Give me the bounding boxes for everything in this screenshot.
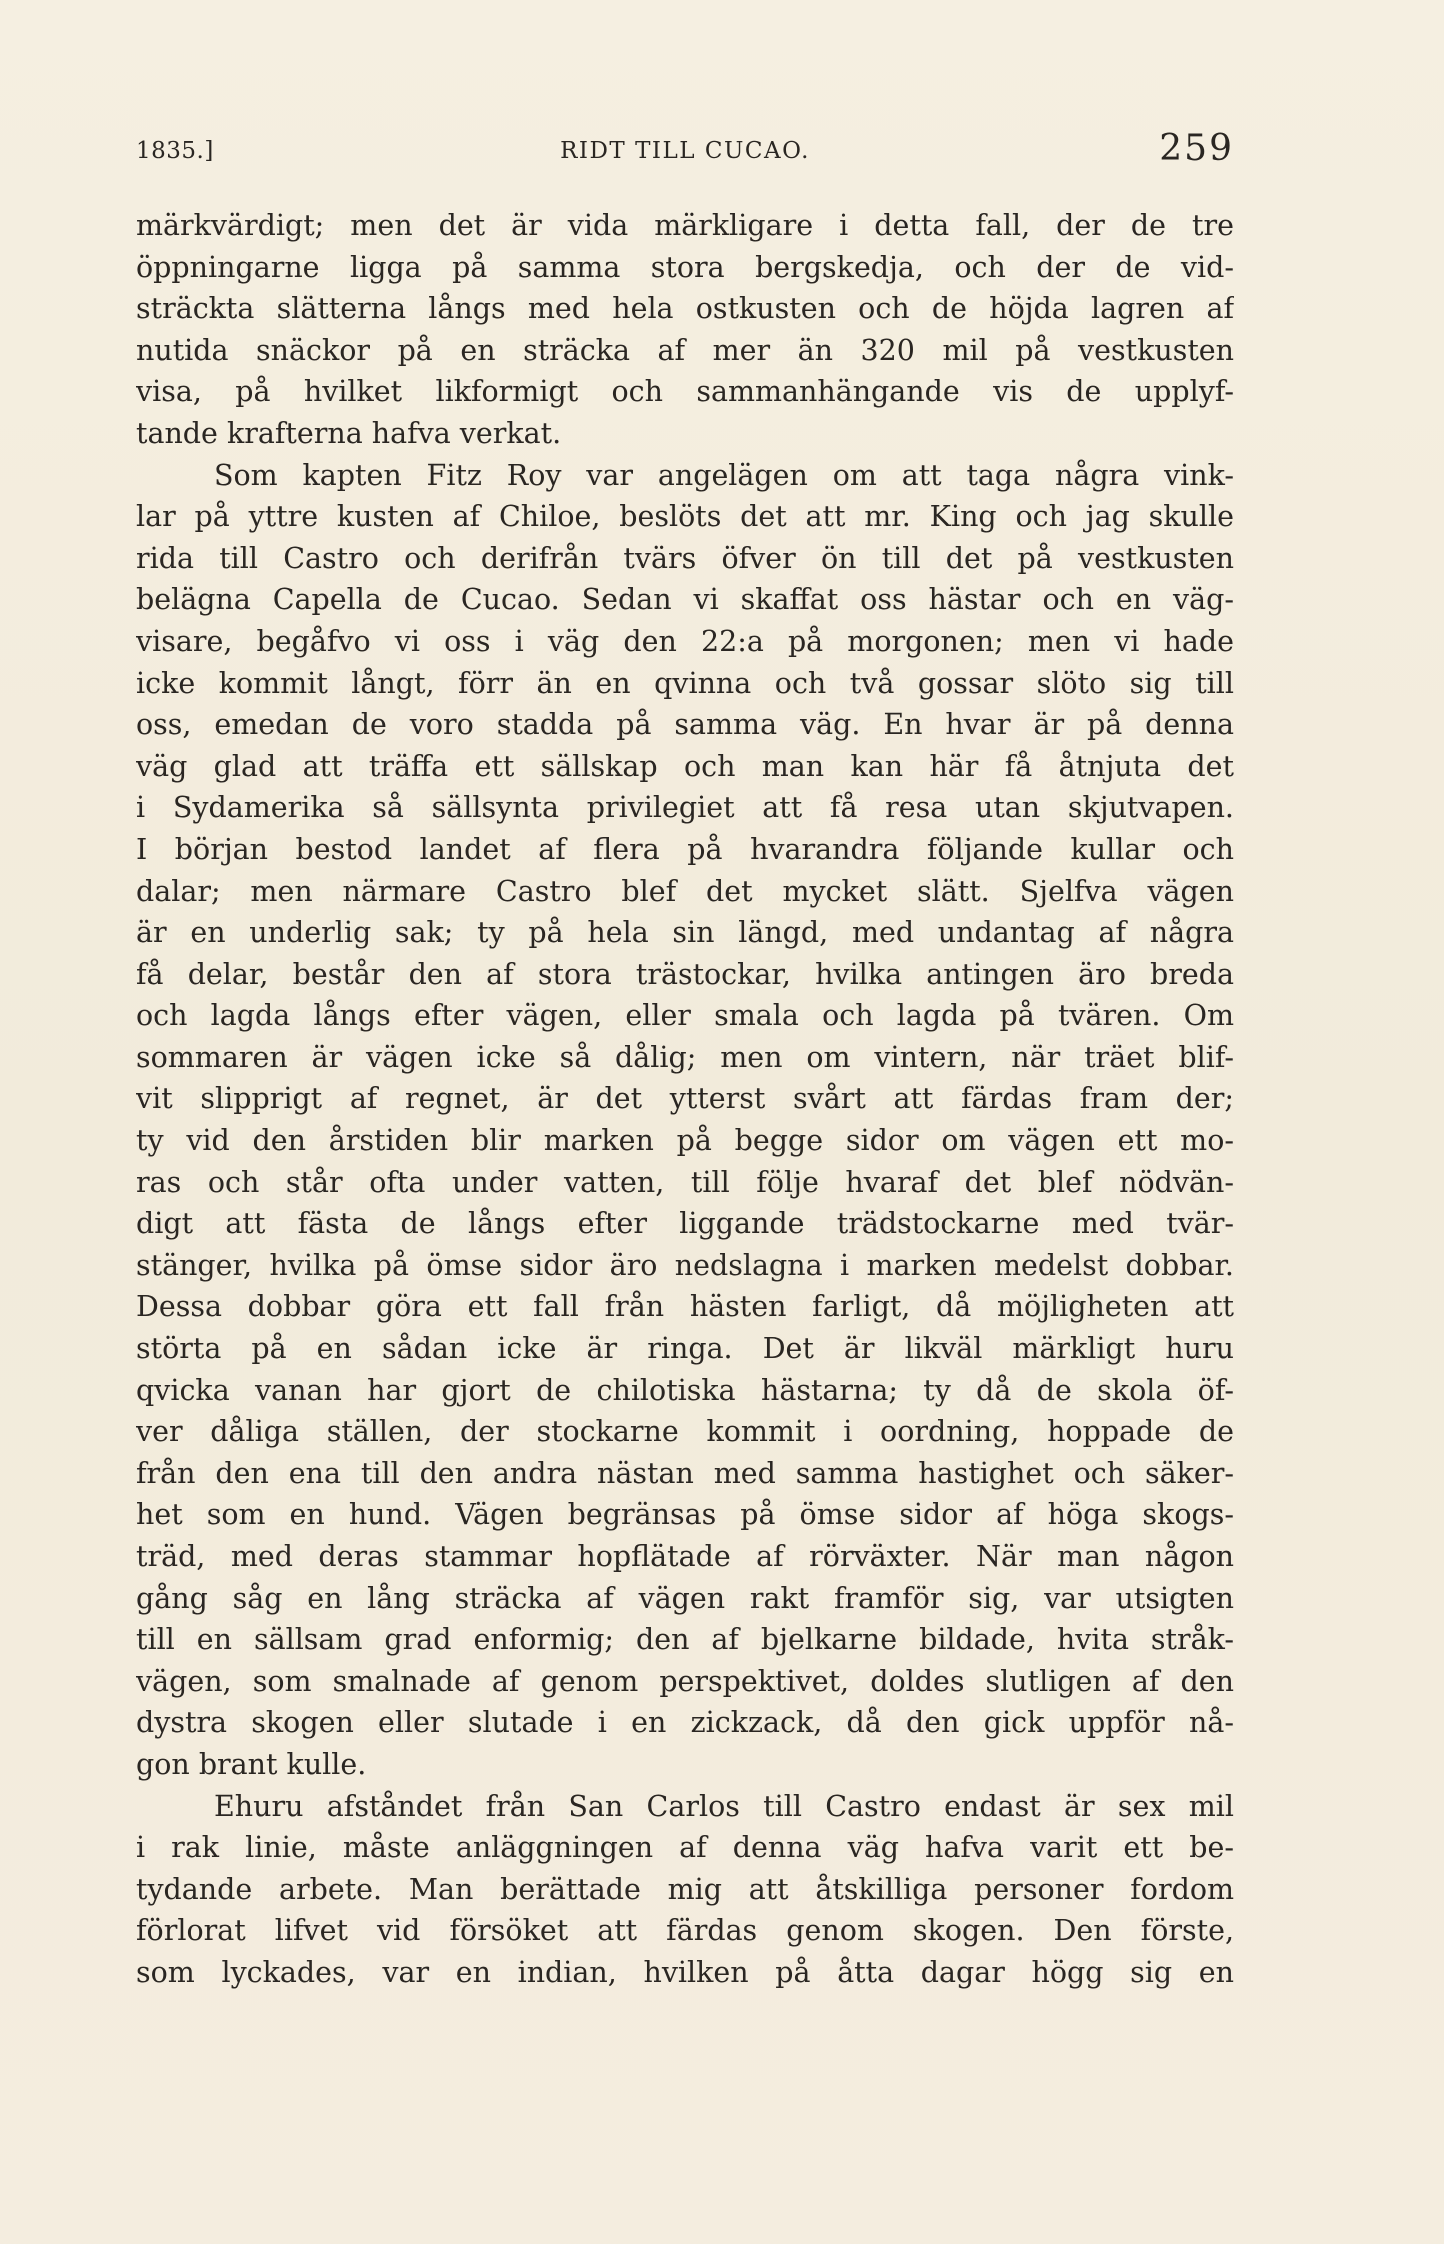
- text-line: ver dåliga ställen, der stockarne kommit i oordning, hoppade de: [136, 1415, 1234, 1449]
- text-line: störta på en sådan icke är ringa. Det är likväl märkligt huru: [136, 1332, 1234, 1366]
- text-line: gång såg en lång sträcka af vägen rakt framför sig, var utsigten: [136, 1581, 1234, 1615]
- text-line: sträckta slätterna långs med hela ostkusten och de höjda lagren af: [136, 292, 1234, 326]
- text-line: tande krafterna hafva verkat.: [136, 416, 562, 450]
- text-line: i rak linie, måste anläggningen af denna väg hafva varit ett be-: [136, 1831, 1234, 1865]
- text-line: märkvärdigt; men det är vida märkligare i detta fall, der de tre: [136, 209, 1234, 242]
- text-line: lar på yttre kusten af Chiloe, beslöts det att mr. King och jag skulle: [136, 500, 1234, 534]
- text-line: ty vid den årstiden blir marken på begge sidor om vägen ett mo-: [136, 1124, 1234, 1158]
- text-line: nutida snäckor på en sträcka af mer än 320 mil på vestkusten: [136, 333, 1234, 367]
- text-line: till en sällsam grad enformig; den af bjelkarne bildade, hvita stråk-: [136, 1623, 1234, 1657]
- text-line: ras och står ofta under vatten, till följe hvaraf det blef nödvän-: [136, 1165, 1234, 1199]
- text-line: oss, emedan de voro stadda på samma väg. En hvar är på denna: [136, 708, 1234, 742]
- text-line: träd, med deras stammar hopflätade af rörväxter. När man någon: [136, 1540, 1234, 1573]
- text-line: Som kapten Fitz Roy var angelägen om att taga några vink-: [214, 458, 1234, 492]
- running-header: [136, 128, 1234, 176]
- text-line: från den ena till den andra nästan med samma hastighet och säker-: [136, 1456, 1234, 1490]
- text-line: sommaren är vägen icke så dålig; men om vintern, när träet blif-: [136, 1040, 1234, 1074]
- text-line: väg glad att träffa ett sällskap och man kan här få åtnjuta det: [136, 749, 1234, 783]
- body-text: [136, 205, 1234, 1994]
- text-line: gon brant kulle.: [136, 1747, 367, 1781]
- header-year: 1835.]: [136, 138, 214, 164]
- text-line: I början bestod landet af flera på hvarandra följande kullar och: [136, 832, 1234, 866]
- text-line: rida till Castro och derifrån tvärs öfver ön till det på vestkusten: [136, 541, 1234, 575]
- text-line: visare, begåfvo vi oss i väg den 22:a på morgonen; men vi hade: [136, 624, 1234, 658]
- text-line: i Sydamerika så sällsynta privilegiet att få resa utan skjutvapen.: [136, 791, 1234, 825]
- text-line: vit slipprigt af regnet, är det ytterst svårt att färdas fram der;: [136, 1082, 1234, 1116]
- text-line: som lyckades, var en indian, hvilken på åtta dagar högg sig en: [136, 1955, 1234, 1989]
- text-line: Ehuru afståndet från San Carlos till Castro endast är sex mil: [214, 1789, 1234, 1823]
- header-title: RIDT TILL CUCAO.: [560, 138, 810, 164]
- text-line: få delar, består den af stora trästockar, hvilka antingen äro breda: [136, 957, 1234, 991]
- text-line: öppningarne ligga på samma stora bergskedja, och der de vid-: [136, 250, 1234, 284]
- text-line: Dessa dobbar göra ett fall från hästen farligt, då möjligheten att: [136, 1290, 1234, 1324]
- text-line: visa, på hvilket likformigt och sammanhängande vis de upplyf-: [136, 375, 1234, 409]
- text-line: het som en hund. Vägen begränsas på ömse sidor af höga skogs-: [136, 1498, 1234, 1532]
- text-line: dystra skogen eller slutade i en zickzack, då den gick uppför nå-: [136, 1706, 1234, 1740]
- text-line: qvicka vanan har gjort de chilotiska hästarna; ty då de skola öf-: [136, 1373, 1234, 1407]
- text-line: dalar; men närmare Castro blef det mycket slätt. Sjelfva vägen: [136, 874, 1234, 908]
- text-line: stänger, hvilka på ömse sidor äro nedslagna i marken medelst dobbar.: [136, 1248, 1234, 1282]
- text-line: digt att fästa de långs efter liggande trädstockarne med tvär-: [136, 1207, 1234, 1241]
- text-line: är en underlig sak; ty på hela sin längd, med undantag af några: [136, 916, 1234, 950]
- text-line: och lagda långs efter vägen, eller smala och lagda på tvären. Om: [136, 999, 1234, 1033]
- page-number: 259: [1159, 128, 1234, 169]
- text-line: förlorat lifvet vid försöket att färdas genom skogen. Den förste,: [136, 1914, 1234, 1948]
- text-line: tydande arbete. Man berättade mig att åtskilliga personer fordom: [136, 1872, 1234, 1906]
- text-line: vägen, som smalnade af genom perspektivet, doldes slutligen af den: [136, 1664, 1234, 1698]
- text-line: belägna Capella de Cucao. Sedan vi skaffat oss hästar och en väg-: [136, 583, 1234, 617]
- text-line: icke kommit långt, förr än en qvinna och två gossar slöto sig till: [136, 666, 1234, 700]
